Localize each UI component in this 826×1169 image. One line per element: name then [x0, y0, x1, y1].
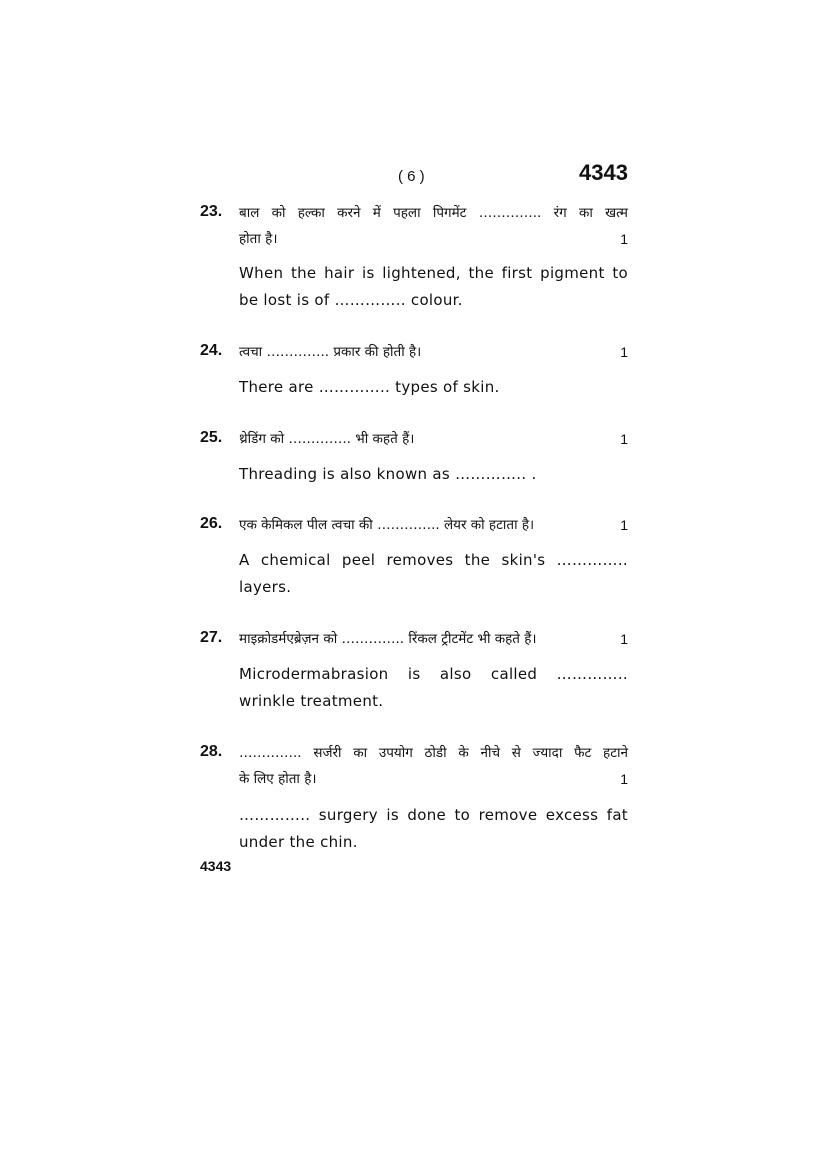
question-number: 27.: [200, 629, 223, 646]
footer-paper-code: 4343: [200, 858, 232, 874]
question-english-line: Threading is also known as ………….. .: [239, 465, 537, 483]
question-hindi-line: थ्रेडिंग को ………….. भी कहते हैं।: [239, 431, 415, 447]
question-english-line: ………….. surgery is done to remove excess fat: [239, 806, 628, 824]
marks: 1: [620, 517, 628, 533]
question-number: 25.: [200, 429, 223, 446]
marks: 1: [620, 631, 628, 647]
question-hindi-line: होता है।: [239, 231, 278, 247]
marks: 1: [620, 431, 628, 447]
question-number: 28.: [200, 743, 223, 760]
question-english-line: wrinkle treatment.: [239, 692, 384, 710]
question-english-line: be lost is of ………….. colour.: [239, 291, 463, 309]
question-number: 24.: [200, 342, 223, 359]
question-hindi-line: के लिए होता है।: [239, 771, 317, 787]
marks: 1: [620, 231, 628, 247]
page-number: ( 6 ): [398, 168, 425, 185]
question-english-line: under the chin.: [239, 833, 358, 851]
question-english-line: There are ………….. types of skin.: [239, 378, 500, 396]
question-hindi-line: त्वचा ………….. प्रकार की होती है।: [239, 344, 422, 360]
question-english-line: Microdermabrasion is also called …………..: [239, 665, 628, 683]
question-number: 23.: [200, 203, 223, 220]
question-english-line: When the hair is lightened, the first pigment to: [239, 264, 628, 282]
question-number: 26.: [200, 515, 223, 532]
marks: 1: [620, 344, 628, 360]
question-english-line: A chemical peel removes the skin's …………..: [239, 551, 628, 569]
question-hindi-line: एक केमिकल पील त्वचा की ………….. लेयर को हटाता है।: [239, 517, 535, 533]
question-hindi-line: बाल को हल्का करने में पहला पिगमेंट ………….. रंग का खत्म: [239, 205, 628, 221]
question-hindi-line: ………….. सर्जरी का उपयोग ठोडी के नीचे से ज्यादा फैट हटाने: [239, 745, 628, 761]
question-english-line: layers.: [239, 578, 292, 596]
marks: 1: [620, 771, 628, 787]
question-hindi-line: माइक्रोडर्मएब्रेज़न को ………….. रिंकल ट्रीटमेंट भी कहते हैं।: [239, 631, 537, 647]
paper-code: 4343: [579, 160, 628, 185]
